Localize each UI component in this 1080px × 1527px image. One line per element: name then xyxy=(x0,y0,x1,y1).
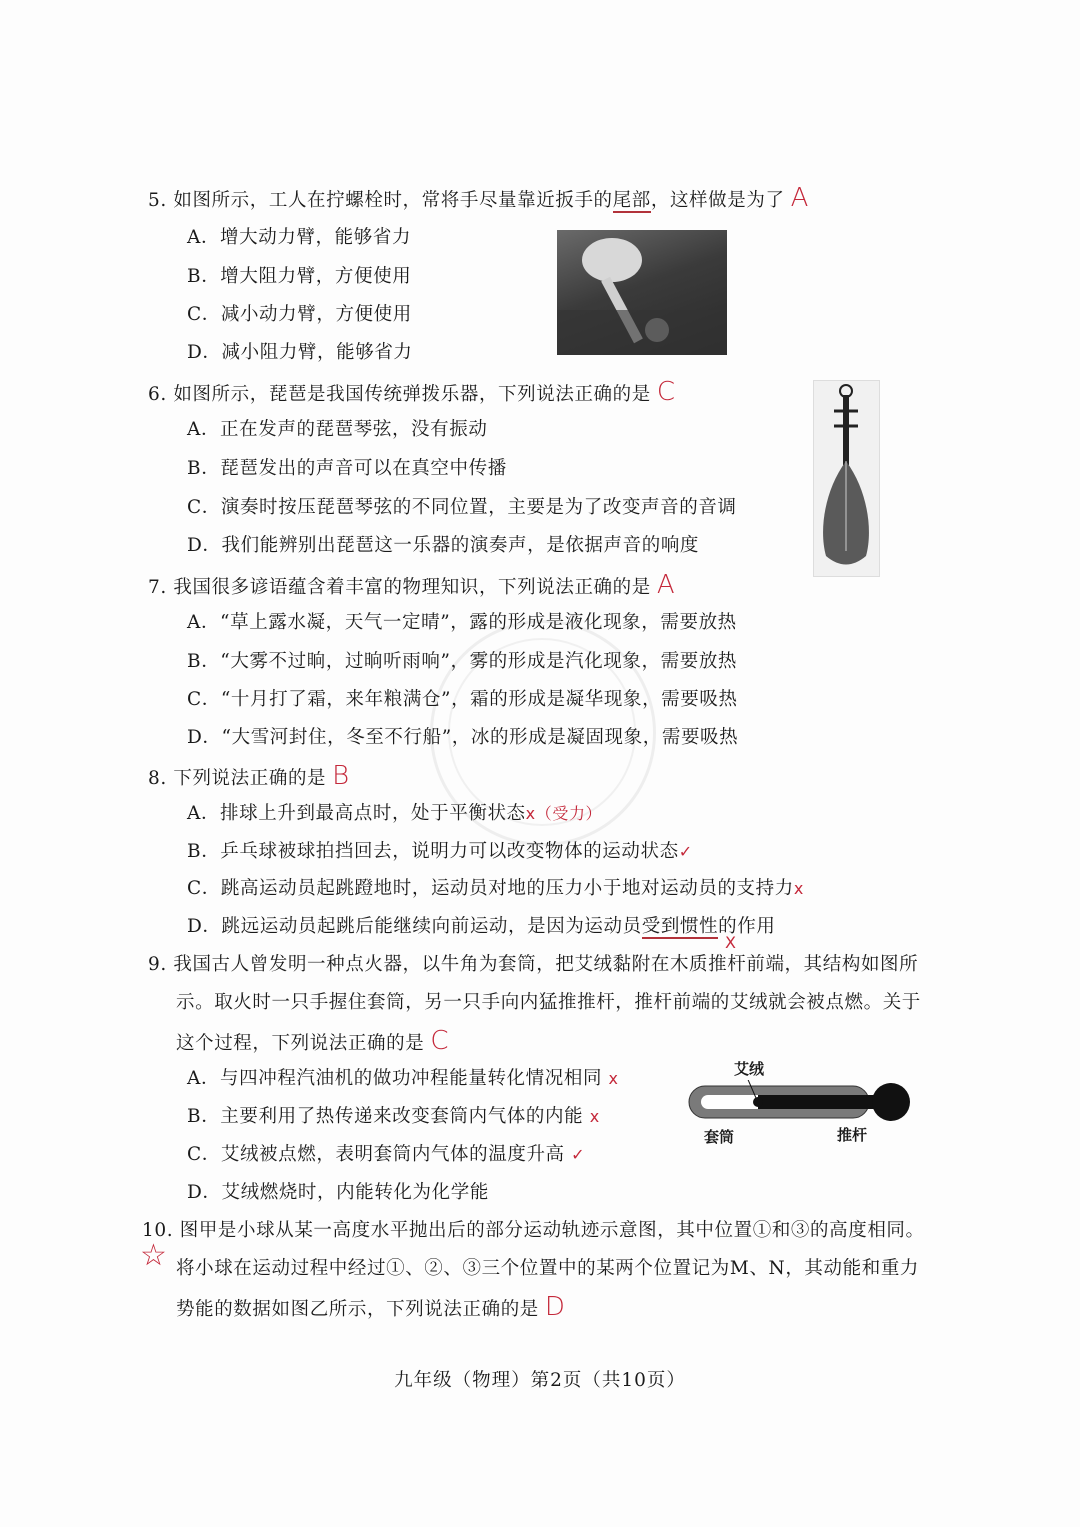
question-9-stem-2: 示。取火时一只手握住套筒，另一只手向内猛推推杆，推杆前端的艾绒就会被点燃。关于 xyxy=(176,992,921,1013)
page-footer: 九年级（物理）第2页（共10页） xyxy=(394,1370,686,1391)
q9-option-a: A．与四冲程汽油机的做功冲程能量转化情况相同 x xyxy=(187,1068,619,1089)
q7-option-c: C．“十月打了霜，来年粮满仓”，霜的形成是凝华现象，需要吸热 xyxy=(187,689,738,710)
pipa-image xyxy=(813,380,880,577)
cross-mark: x xyxy=(525,804,536,823)
q8-option-c: C．跳高运动员起跳蹬地时，运动员对地的压力小于地对运动员的支持力x xyxy=(187,878,804,899)
q7-option-b: B．“大雾不过晌，过晌听雨响”，雾的形成是汽化现象，需要放热 xyxy=(187,651,738,672)
handwritten-answer: B xyxy=(332,761,350,791)
question-10-stem-3: 势能的数据如图乙所示，下列说法正确的是 D xyxy=(176,1292,566,1322)
q8-option-a: A．排球上升到最高点时，处于平衡状态x（受力） xyxy=(187,803,603,824)
question-10-stem-2: 将小球在运动过程中经过①、②、③三个位置中的某两个位置记为M、N，其动能和重力 xyxy=(176,1258,920,1279)
question-7-stem: 7. 我国很多谚语蕴含着丰富的物理知识，下列说法正确的是 A xyxy=(148,570,676,600)
check-mark: ✓ xyxy=(678,842,693,861)
question-5-stem: 5. 如图所示，工人在拧螺栓时，常将手尽量靠近扳手的尾部，这样做是为了 A xyxy=(148,183,809,213)
cross-mark: x xyxy=(793,879,804,898)
q7-option-a: A．“草上露水凝，天气一定晴”，露的形成是液化现象，需要放热 xyxy=(187,612,737,633)
q9-option-b: B．主要利用了热传递来改变套筒内气体的内能 x xyxy=(187,1106,600,1127)
q5-option-a: A．增大动力臂，能够省力 xyxy=(187,227,412,248)
question-6-stem: 6. 如图所示，琵琶是我国传统弹拨乐器，下列说法正确的是 C xyxy=(148,377,676,407)
label-ai-rong: 艾绒 xyxy=(734,1060,765,1078)
q5-option-b: B．增大阻力臂，方便使用 xyxy=(187,266,412,287)
q9-option-d: D．艾绒燃烧时，内能转化为化学能 xyxy=(187,1182,489,1203)
handwritten-answer: C xyxy=(430,1026,450,1056)
label-push-rod: 推杆 xyxy=(837,1126,868,1144)
question-10-stem-1: 10. 图甲是小球从某一高度水平抛出后的部分运动轨迹示意图，其中位置①和③的高度相同。 xyxy=(142,1220,925,1241)
handwritten-note: （受力） xyxy=(535,804,603,823)
label-sleeve: 套筒 xyxy=(704,1128,735,1146)
cross-mark: X xyxy=(725,933,737,952)
question-9-stem-3: 这个过程，下列说法正确的是 C xyxy=(176,1026,450,1056)
q5-option-d: D．减小阻力臂，能够省力 xyxy=(187,342,413,363)
cross-mark: x xyxy=(608,1069,619,1088)
handwritten-answer: A xyxy=(656,570,676,600)
question-9-stem-1: 9. 我国古人曾发明一种点火器，以牛角为套筒，把艾绒黏附在木质推杆前端，其结构如图所 xyxy=(148,954,919,975)
check-mark: ✓ xyxy=(571,1145,586,1164)
q6-option-d: D．我们能辨别出琵琶这一乐器的演奏声，是依据声音的响度 xyxy=(187,535,700,556)
wrench-photo xyxy=(557,230,727,355)
star-mark: ☆ xyxy=(140,1238,167,1273)
handwritten-answer: D xyxy=(544,1292,566,1322)
q8-option-b: B．乒乓球被球拍挡回去，说明力可以改变物体的运动状态✓ xyxy=(187,841,693,862)
q7-option-d: D．“大雪河封住，冬至不行船”，冰的形成是凝固现象，需要吸热 xyxy=(187,727,739,748)
cross-mark: x xyxy=(589,1107,600,1126)
handwritten-answer: C xyxy=(656,377,676,407)
q9-option-c: C．艾绒被点燃，表明套筒内气体的温度升高 ✓ xyxy=(187,1144,586,1165)
q6-option-a: A．正在发声的琵琶琴弦，没有振动 xyxy=(187,419,488,440)
q5-option-c: C．减小动力臂，方便使用 xyxy=(187,304,412,325)
handwritten-answer: A xyxy=(790,183,809,213)
q6-option-c: C．演奏时按压琵琶琴弦的不同位置，主要是为了改变声音的音调 xyxy=(187,497,737,518)
q8-option-d: D．跳远运动员起跳后能继续向前运动，是因为运动员受到惯性的作用 X xyxy=(187,915,775,939)
q6-option-b: B．琵琶发出的声音可以在真空中传播 xyxy=(187,458,507,479)
question-8-stem: 8. 下列说法正确的是 B xyxy=(148,761,350,791)
